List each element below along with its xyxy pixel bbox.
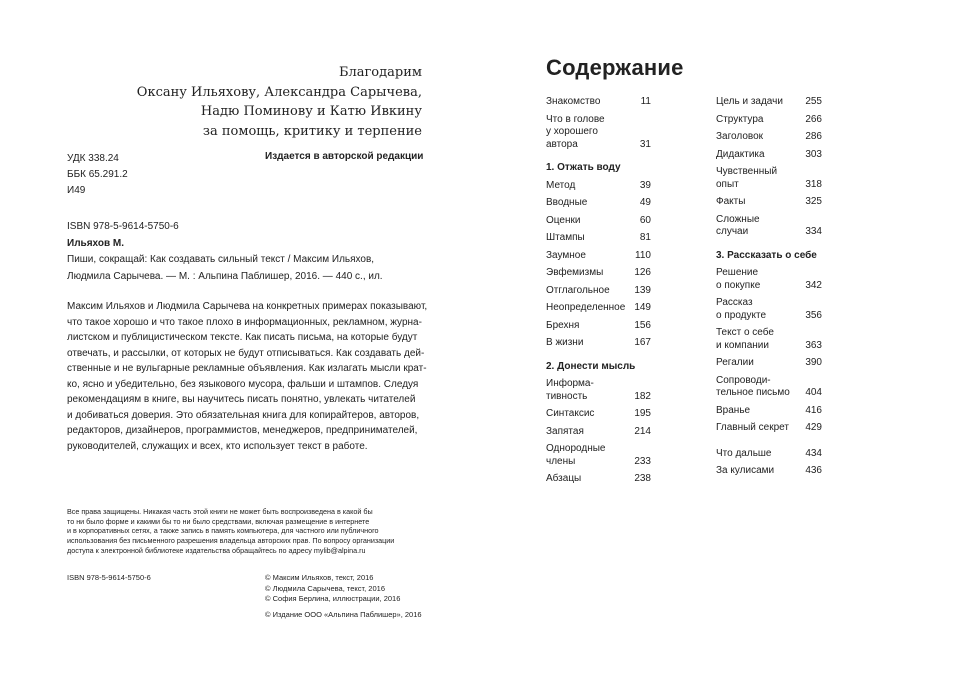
toc-column-1 — [546, 96, 651, 491]
toc-entry-page: 11 — [640, 96, 651, 107]
toc-entry-label: Оценки — [546, 214, 581, 226]
edition-note: Издается в авторской редакции — [265, 151, 424, 162]
toc-entry-label: Вводные — [546, 197, 588, 208]
toc-entry[interactable] — [546, 320, 651, 338]
toc-entry[interactable] — [546, 426, 651, 444]
toc-entry[interactable] — [546, 180, 651, 198]
toc-entry[interactable] — [546, 215, 651, 233]
annotation-line: рекомендациям в книге, вы научитесь писать понятно, увлекать читателей — [67, 394, 416, 405]
rights-line: и в корпоративных сетях, а также запись в память компьютера, для частного или публичного — [67, 526, 379, 536]
toc-entry-page: 81 — [639, 232, 651, 243]
rights-line: Все права защищены. Никакая часть этой книги не может быть воспроизведена в какой бы — [67, 507, 373, 516]
toc-entry[interactable] — [546, 232, 651, 250]
toc-entry-page: 195 — [634, 408, 651, 419]
toc-entry[interactable] — [546, 267, 651, 285]
isbn: ISBN 978-5-9614-5750-6 — [67, 221, 179, 232]
toc-entry-label: Вранье — [716, 404, 751, 416]
toc-entry[interactable] — [716, 131, 822, 149]
toc-entry-page: 255 — [805, 96, 822, 107]
toc-entry-label: Что дальше — [716, 447, 772, 459]
annotation-line: отвечать, и рассылки, от которых не будут отписываться. Как создавать дей- — [67, 347, 425, 359]
toc-entry[interactable] — [546, 337, 651, 355]
toc-entry-page: 156 — [634, 319, 651, 331]
ack-line: за помощь, критику и терпение — [202, 123, 422, 139]
toc-entry-label: Регалии — [716, 357, 754, 368]
annotation-line: листском и публицистическом тексте. Как писать письма, на которые будут — [67, 332, 418, 343]
toc-entry-label: Синтаксис — [546, 408, 595, 419]
toc-entry[interactable] — [546, 96, 651, 114]
rights-line: использования без письменного разрешения владельца авторских прав. По вопросу организации — [67, 536, 395, 546]
acknowledgement — [2, 63, 422, 141]
toc-entry-label: Чувственный опыт — [716, 166, 778, 190]
toc-entry-label: Текст о себе и компании — [716, 327, 774, 351]
toc-entry-page: 233 — [634, 455, 651, 467]
toc-entry-label: Структура — [716, 113, 764, 125]
toc-entry[interactable] — [546, 197, 651, 215]
annotation-line: ко, ясно и убедительно, без языкового мусора, фальши и штампов. Следуя — [67, 378, 419, 390]
toc-entry-label: Заумное — [546, 249, 586, 261]
toc-entry-label: Дидактика — [716, 148, 765, 160]
toc-entry-label: Эвфемизмы — [546, 267, 604, 278]
biblio-line: Людмила Сарычева. — М. : Альпина Паблишер, 2016. — 440 с., ил. — [67, 270, 383, 282]
toc-entry-label: Штампы — [546, 232, 585, 243]
annotation-line: Максим Ильяхов и Людмила Сарычева на конкретных примерах показывают, — [67, 301, 428, 312]
toc-entry-page: 286 — [805, 131, 822, 142]
toc-entry-label: Неопределенное — [546, 302, 626, 313]
copyright-line: © Максим Ильяхов, текст, 2016 — [265, 573, 374, 582]
toc-entry-page: 60 — [639, 214, 651, 226]
toc-entry-label: Сложные случаи — [716, 213, 760, 237]
toc-entry-label: Что в голове у хорошего автора — [546, 113, 605, 150]
toc-entry[interactable] — [546, 378, 651, 408]
toc-entry[interactable] — [716, 297, 822, 327]
ack-line: Надю Поминову и Катю Ивкину — [200, 104, 422, 119]
toc-entry-page: 303 — [805, 148, 822, 160]
copyright-line: © София Берлина, иллюстрации, 2016 — [265, 594, 401, 604]
toc-entry-page: 318 — [805, 178, 822, 190]
toc-entry[interactable] — [716, 166, 822, 196]
toc-entry-label: Знакомство — [546, 96, 601, 107]
toc-entry-page: 356 — [805, 309, 822, 321]
toc-entry[interactable] — [546, 114, 651, 157]
author-code: И49 — [67, 185, 86, 196]
toc-entry[interactable] — [716, 405, 822, 423]
toc-entry-label: Однородные члены — [546, 443, 606, 467]
toc-entry-label: Цель и задачи — [716, 96, 783, 107]
toc-entry-page: 266 — [805, 113, 822, 125]
ack-line: Оксану Ильяхову, Александра Сарычева, — [136, 84, 422, 100]
toc-entry-page: 49 — [639, 197, 651, 208]
rights-line: то ни было форме и какими бы то ни было средствами, включая размещение в интернете — [67, 516, 370, 526]
toc-entry-label: Решение о покупке — [716, 267, 761, 291]
copyright-block — [265, 573, 422, 620]
rights-notice — [67, 507, 407, 556]
toc-entry-page: 404 — [805, 387, 822, 398]
toc-entry[interactable] — [546, 302, 651, 320]
toc-entry-label: Рассказ о продукте — [716, 297, 767, 321]
toc-entry-label: В жизни — [546, 337, 584, 348]
toc-entry[interactable] — [546, 285, 651, 303]
toc-entry[interactable] — [716, 422, 822, 440]
toc-entry-label: Брехня — [546, 319, 580, 331]
toc-entry[interactable] — [716, 465, 822, 483]
toc-entry[interactable] — [716, 196, 822, 214]
toc-entry-page: 167 — [634, 337, 651, 348]
toc-entry-label: Отглагольное — [546, 284, 610, 296]
annotation — [67, 299, 432, 454]
toc-entry-label: За кулисами — [716, 465, 775, 476]
toc-entry-page: 149 — [634, 302, 651, 313]
toc-spacer — [716, 440, 822, 448]
toc-entry[interactable] — [716, 114, 822, 132]
bbk-code: ББК 65.291.2 — [67, 169, 128, 180]
toc-entry[interactable] — [716, 375, 822, 405]
toc-entry-page: 334 — [805, 226, 822, 237]
toc-entry-label: Факты — [716, 196, 746, 207]
toc-section-heading[interactable]: 1. Отжать воду — [546, 162, 621, 173]
annotation-line: что такое хорошо и что такое плохо в информационных, рекламном, журна- — [67, 316, 422, 328]
toc-entry-page: 429 — [805, 422, 822, 433]
copyright-publisher: © Издание ООО «Альпина Паблишер», 2016 — [265, 609, 422, 619]
author-heading: Ильяхов М. — [67, 237, 124, 249]
annotation-line: редакторов, дизайнеров, программистов, менеджеров, предпринимателей, — [67, 425, 418, 436]
toc-entry-label: Метод — [546, 179, 576, 191]
isbn-footer: ISBN 978-5-9614-5750-6 — [67, 573, 151, 582]
toc-section-heading[interactable]: 3. Рассказать о себе — [716, 249, 817, 261]
toc-entry-label: Сопроводи- тельное письмо — [716, 374, 790, 398]
toc-entry[interactable] — [716, 267, 822, 297]
toc-entry-page: 182 — [634, 390, 651, 402]
bibliographic-record — [67, 219, 432, 285]
toc-entry[interactable] — [546, 443, 651, 473]
toc-entry-page: 436 — [805, 465, 822, 476]
classification-codes — [67, 151, 128, 199]
toc-entry-page: 126 — [634, 267, 651, 278]
toc-entry[interactable] — [716, 327, 822, 357]
toc-entry-label: Запятая — [546, 425, 584, 437]
toc-column-2 — [716, 96, 822, 483]
toc-entry-page: 342 — [805, 279, 822, 291]
toc-section-heading[interactable]: 2. Донести мысль — [546, 360, 636, 372]
toc-entry[interactable] — [716, 357, 822, 375]
toc-entry[interactable] — [546, 473, 651, 491]
toc-entry-label: Главный секрет — [716, 422, 789, 433]
toc-entry-page: 139 — [634, 284, 651, 296]
toc-entry-page: 416 — [805, 404, 822, 416]
toc-entry-page: 325 — [805, 196, 822, 207]
toc-entry-page: 214 — [634, 425, 651, 437]
toc-entry-label: Заголовок — [716, 131, 764, 142]
toc-entry[interactable] — [716, 149, 822, 167]
toc-entry-page: 238 — [634, 473, 651, 484]
toc-title: Содержание — [546, 55, 684, 80]
toc-entry[interactable] — [716, 214, 822, 244]
toc-entry-label: Абзацы — [546, 473, 582, 484]
toc-entry-page: 390 — [805, 357, 822, 368]
toc-entry[interactable] — [716, 96, 822, 114]
toc-entry[interactable] — [546, 408, 651, 426]
toc-entry[interactable] — [546, 250, 651, 268]
toc-entry-page: 39 — [639, 179, 651, 191]
udk-code: УДК 338.24 — [67, 153, 119, 164]
ack-line: Благодарим — [338, 65, 422, 80]
toc-entry-page: 363 — [805, 339, 822, 351]
toc-entry-label: Информа- тивность — [546, 378, 594, 402]
annotation-line: руководителей, служащих и всех, кто использует текст в работе. — [67, 440, 368, 452]
annotation-line: ственные и не вульгарные рекламные объявления. Как излагать мысли крат- — [67, 363, 427, 374]
annotation-line: и добиваться доверия. Это обязательная книга для копирайтеров, авторов, — [67, 409, 420, 421]
toc-entry-page: 31 — [639, 138, 651, 150]
copyright-line: © Людмила Сарычева, текст, 2016 — [265, 583, 385, 593]
toc-entry-page: 434 — [805, 447, 822, 459]
toc-entry[interactable] — [716, 448, 822, 466]
rights-line: доступа к электронной библиотеке издательства обращайтесь по адресу mylib@alpina.ru — [67, 545, 366, 555]
biblio-line: Пиши, сокращай: Как создавать сильный текст / Максим Ильяхов, — [67, 254, 375, 265]
toc-entry-page: 110 — [635, 249, 651, 261]
